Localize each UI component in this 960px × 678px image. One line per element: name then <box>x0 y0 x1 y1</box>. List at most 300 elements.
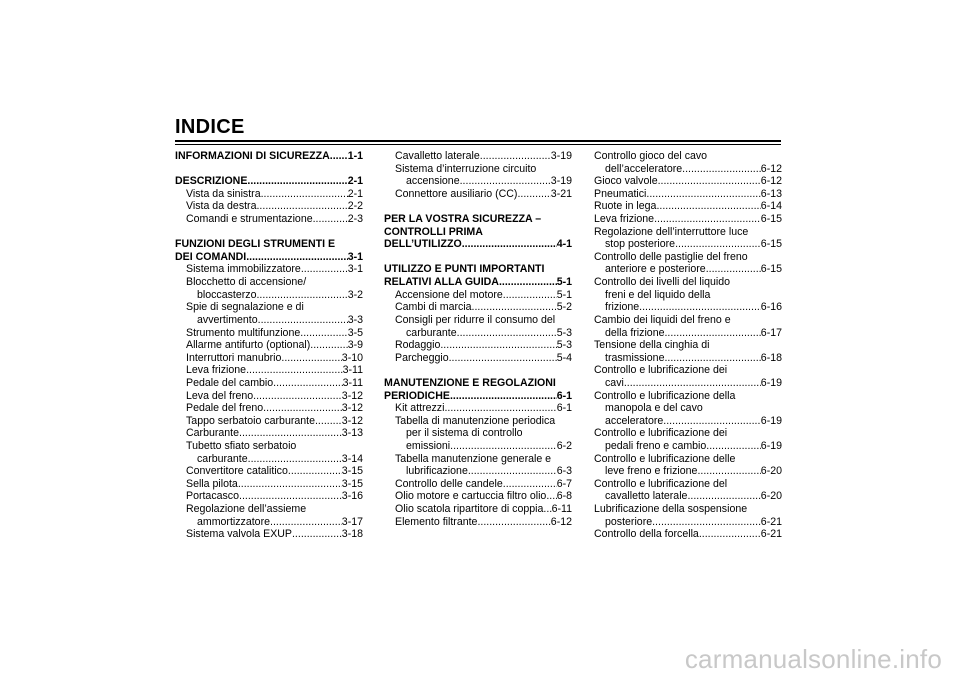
toc-dot-leader <box>682 163 761 176</box>
toc-entry-title: Consigli per ridurre il consumo del <box>395 313 556 326</box>
toc-entry-title: Comandi e strumentazione <box>186 213 313 226</box>
toc-entry-title: Tabella manutenzione generale e <box>395 452 552 465</box>
toc-entry-title: avvertimento <box>197 313 258 326</box>
toc-entry <box>175 327 363 340</box>
toc-page-number: 3-17 <box>341 515 363 528</box>
toc-entry-title: Olio motore e cartuccia filtro olio <box>395 490 547 503</box>
toc-page-number: 5-1 <box>556 288 572 301</box>
toc-entry <box>594 427 782 440</box>
toc-dot-leader <box>248 453 342 466</box>
toc-entry-title: Regolazione dell’assieme <box>186 503 307 516</box>
toc-entry-title: Pedale del freno <box>186 402 264 415</box>
toc-page-number: 3-2 <box>347 288 363 301</box>
toc-page-number: 3-19 <box>550 150 572 162</box>
toc-entry-title: Strumento multifunzione <box>186 326 301 339</box>
toc-entry-title: Vista da sinistra <box>186 187 261 200</box>
toc-entry-title: Allarme antifurto (optional) <box>186 339 311 352</box>
toc-page-number: 2-3 <box>347 213 363 226</box>
toc-entry <box>175 188 363 201</box>
toc-entry-title: Sella pilota <box>186 477 238 490</box>
toc-spacer <box>175 163 363 176</box>
toc-page-number: 6-20 <box>760 465 782 478</box>
toc-page-number: 6-12 <box>760 162 782 175</box>
toc-entry-title: Lubrificazione della sospensione <box>594 503 748 516</box>
toc-entry-title: freni e del liquido della <box>605 288 711 301</box>
toc-dot-leader <box>288 465 342 478</box>
toc-entry-title: Olio scatola ripartitore di coppia <box>395 503 544 516</box>
toc-page-number: 6-19 <box>760 376 782 389</box>
toc-dot-leader <box>546 490 556 503</box>
toc-dot-leader <box>301 263 348 276</box>
toc-entry-title: Blocchetto di accensione/ <box>186 276 307 289</box>
toc-dot-leader <box>239 490 342 503</box>
toc-entry <box>175 263 363 276</box>
toc-entry-title: Controllo e lubrificazione delle <box>594 452 736 465</box>
toc-entry-title: Controllo delle pastiglie del freno <box>594 250 748 263</box>
title-rule <box>175 140 781 142</box>
toc-entry <box>594 377 782 390</box>
toc-page-number: 5-4 <box>556 351 572 364</box>
toc-entry-title: Controllo gioco del cavo <box>594 150 708 162</box>
toc-entry <box>175 213 363 226</box>
toc-entry <box>594 465 782 478</box>
toc-dot-leader <box>258 314 348 327</box>
toc-entry-title: trasmissione <box>605 351 665 364</box>
toc-entry-title: Cambio dei liquidi del freno e <box>594 313 731 326</box>
toc-entry <box>175 465 363 478</box>
toc-spacer <box>384 364 572 377</box>
toc-entry-title: Controllo delle candele <box>395 477 503 490</box>
toc-page-number: 3-21 <box>550 187 572 200</box>
toc-entry-title: Cavalletto laterale <box>395 150 480 162</box>
toc-page-number: 3-5 <box>347 326 363 339</box>
toc-dot-leader <box>468 465 557 478</box>
toc-dot-leader <box>687 490 760 503</box>
toc-section-heading <box>175 238 363 251</box>
toc-entry <box>175 289 363 302</box>
toc-entry-title: Regolazione dell’interruttore luce <box>594 225 749 238</box>
toc-entry-title: pedali freno e cambio <box>605 440 707 453</box>
toc-entry-title: Controllo e lubrificazione dei <box>594 364 728 377</box>
toc-entry-title: Controllo e lubrificazione dei <box>594 427 728 440</box>
toc-entry <box>384 440 572 453</box>
toc-dot-leader <box>639 301 761 314</box>
toc-entry <box>594 415 782 428</box>
toc-entry-title: UTILIZZO E PUNTI IMPORTANTI <box>384 263 545 276</box>
toc-entry <box>384 490 572 503</box>
toc-entry-title: carburante <box>406 326 457 339</box>
toc-page-number: 5-3 <box>556 326 572 339</box>
toc-entry-title: Parcheggio <box>395 351 449 364</box>
toc-entry-title: Connettore ausiliario (CC) <box>395 187 518 200</box>
toc-page-number: 6-21 <box>760 528 782 541</box>
toc-entry <box>594 163 782 176</box>
toc-page-number: 2-2 <box>347 200 363 213</box>
toc-entry-title: anteriore e posteriore <box>605 263 706 276</box>
toc-entry <box>175 415 363 428</box>
toc-dot-leader <box>256 289 347 302</box>
toc-page-number: 3-9 <box>347 339 363 352</box>
toc-entry-title: leve freno e frizione <box>605 465 698 478</box>
toc-entry <box>384 175 572 188</box>
toc-entry-title: DELL’UTILIZZO <box>384 238 462 251</box>
toc-dot-leader <box>457 327 557 340</box>
toc-section-heading <box>384 263 572 276</box>
toc-dot-leader <box>675 238 761 251</box>
toc-section-heading <box>175 251 363 264</box>
toc-page-number: 6-1 <box>556 389 572 402</box>
toc-entry <box>594 276 782 289</box>
toc-entry-title: Gioco valvole <box>594 175 658 188</box>
toc-entry <box>384 352 572 365</box>
toc-entry-title: frizione <box>605 301 640 314</box>
toc-dot-leader <box>663 415 761 428</box>
toc-spacer <box>384 251 572 264</box>
toc-page-number: 6-3 <box>556 465 572 478</box>
toc-entry-title: bloccasterzo <box>197 288 257 301</box>
toc-page-number: 6-8 <box>556 490 572 503</box>
toc-entry <box>594 175 782 188</box>
toc-dot-leader <box>624 377 761 390</box>
toc-entry-title: Spie di segnalazione e di <box>186 301 304 314</box>
toc-entry <box>384 314 572 327</box>
toc-entry <box>384 301 572 314</box>
toc-page-number: 6-21 <box>760 515 782 528</box>
toc-entry-title: emissioni <box>406 440 451 453</box>
toc-entry-title: acceleratore <box>605 414 664 427</box>
toc-entry-title: PER LA VOSTRA SICUREZZA – <box>384 213 542 226</box>
toc-page-number: 3-1 <box>347 263 363 276</box>
toc-dot-leader <box>300 327 347 340</box>
toc-entry <box>384 465 572 478</box>
toc-dot-leader <box>654 213 761 226</box>
toc-entry <box>594 314 782 327</box>
toc-entry <box>594 263 782 276</box>
toc-dot-leader <box>246 251 347 264</box>
toc-dot-leader <box>503 289 557 302</box>
toc-dot-leader <box>292 528 342 541</box>
toc-entry <box>594 188 782 201</box>
toc-entry <box>594 200 782 213</box>
toc-entry-title: Rodaggio <box>395 339 441 352</box>
toc-entry <box>594 352 782 365</box>
toc-dot-leader <box>477 516 550 529</box>
toc-entry <box>175 301 363 314</box>
toc-entry-title: Controllo della forcella <box>594 528 699 541</box>
toc-page-number: 3-14 <box>341 452 363 465</box>
toc-dot-leader <box>697 465 760 478</box>
toc-entry <box>594 289 782 302</box>
toc-page-number: 6-15 <box>760 238 782 251</box>
toc-entry-title: Vista da destra <box>186 200 257 213</box>
toc-entry-title: CONTROLLI PRIMA <box>384 225 483 238</box>
toc-page-number: 3-10 <box>341 351 363 364</box>
toc-entry <box>594 503 782 516</box>
toc-page-number: 6-19 <box>760 414 782 427</box>
toc-entry <box>594 490 782 503</box>
toc-page-number: 6-2 <box>556 440 572 453</box>
toc-entry <box>175 200 363 213</box>
toc-entry-title: Pedale del cambio <box>186 376 274 389</box>
toc-dot-leader <box>270 516 342 529</box>
toc-entry-title: Cambi di marcia <box>395 301 472 314</box>
toc-entry-title: Tubetto sfiato serbatoio <box>186 440 297 453</box>
toc-dot-leader <box>699 528 761 541</box>
toc-spacer <box>384 200 572 213</box>
toc-entry <box>175 390 363 403</box>
toc-entry-title: carburante <box>197 452 248 465</box>
toc-entry <box>384 289 572 302</box>
toc-entry-title: ammortizzatore <box>197 515 270 528</box>
toc-entry <box>384 478 572 491</box>
toc-page-number: 3-15 <box>341 465 363 478</box>
toc-entry-title: della frizione <box>605 326 665 339</box>
toc-entry-title: Tensione della cinghia di <box>594 339 710 352</box>
toc-entry <box>175 402 363 415</box>
toc-entry-title: cavi <box>605 376 624 389</box>
toc-entry-title: Pneumatici <box>594 187 647 200</box>
toc-entry <box>175 453 363 466</box>
toc-dot-leader <box>460 175 551 188</box>
toc-section-heading <box>384 276 572 289</box>
toc-section-heading <box>384 390 572 403</box>
toc-entry-title: Controllo e lubrificazione della <box>594 389 736 402</box>
toc-page-number: 3-18 <box>341 528 363 541</box>
toc-entry-title: Elemento filtrante <box>395 515 478 528</box>
toc-entry-title: Portacasco <box>186 490 239 503</box>
toc-entry-title: cavalletto laterale <box>605 490 688 503</box>
toc-dot-leader <box>239 427 342 440</box>
toc-entry-title: Controllo dei livelli del liquido <box>594 276 731 289</box>
toc-page-number: 3-12 <box>341 414 363 427</box>
toc-entry-title: Sistema d’interruzione circuito <box>395 162 537 175</box>
toc-dot-leader <box>246 364 343 377</box>
toc-page-number: 3-12 <box>341 402 363 415</box>
toc-entry-title: accensione <box>406 175 460 188</box>
toc-entry <box>594 251 782 264</box>
toc-entry-title: per il sistema di controllo <box>406 427 523 440</box>
toc-section-heading <box>175 175 363 188</box>
toc-dot-leader <box>646 188 760 201</box>
toc-entry-title: DESCRIZIONE <box>175 175 248 188</box>
toc-entry-title: Ruote in lega <box>594 200 657 213</box>
toc-dot-leader <box>706 263 761 276</box>
toc-page-number: 3-16 <box>341 490 363 503</box>
toc-entry <box>594 478 782 491</box>
toc-dot-leader <box>450 440 557 453</box>
toc-entry-title: RELATIVI ALLA GUIDA <box>384 276 499 289</box>
toc-dot-leader <box>310 339 347 352</box>
toc-section-heading <box>384 377 572 390</box>
toc-page-number: 6-12 <box>760 175 782 188</box>
toc-entry <box>594 327 782 340</box>
toc-page-number: 6-13 <box>760 187 782 200</box>
toc-entry <box>384 503 572 516</box>
toc-entry <box>384 427 572 440</box>
toc-dot-leader <box>273 377 342 390</box>
toc-entry <box>384 150 572 163</box>
toc-entry-title: posteriore <box>605 515 653 528</box>
toc-entry <box>384 453 572 466</box>
toc-entry <box>384 163 572 176</box>
toc-page-number: 1-1 <box>347 150 363 162</box>
toc-dot-leader <box>656 200 760 213</box>
toc-entry <box>594 238 782 251</box>
toc-page-number: 6-20 <box>760 490 782 503</box>
toc-dot-leader <box>517 188 550 201</box>
toc-page-number: 6-19 <box>760 440 782 453</box>
toc-entry <box>594 402 782 415</box>
toc-dot-leader <box>247 175 347 188</box>
toc-entry-title: Kit attrezzi <box>395 402 445 415</box>
toc-entry <box>594 301 782 314</box>
toc-entry <box>594 339 782 352</box>
toc-page-number: 3-11 <box>342 364 363 377</box>
toc-section-heading <box>384 238 572 251</box>
toc-dot-leader <box>315 415 342 428</box>
toc-spacer <box>175 226 363 239</box>
toc-entry-title: MANUTENZIONE E REGOLAZIONI <box>384 376 556 389</box>
toc-dot-leader <box>261 188 348 201</box>
toc-page-number: 3-19 <box>550 175 572 188</box>
toc-entry-title: INFORMAZIONI DI SICUREZZA <box>175 150 330 162</box>
toc-dot-leader <box>440 339 556 352</box>
toc-entry <box>594 528 782 541</box>
toc-entry-title: stop posteriore <box>605 238 676 251</box>
toc-page-number: 6-7 <box>556 477 572 490</box>
toc-entry-title: Leva del freno <box>186 389 254 402</box>
toc-dot-leader <box>472 301 557 314</box>
toc-entry-title: manopola e del cavo <box>605 402 703 415</box>
toc-dot-leader <box>462 238 557 251</box>
toc-column-3 <box>594 150 782 541</box>
toc-page-number: 5-3 <box>556 339 572 352</box>
toc-entry <box>175 377 363 390</box>
toc-page-number: 6-18 <box>760 351 782 364</box>
toc-entry <box>384 188 572 201</box>
toc-page-number: 3-11 <box>342 376 363 389</box>
toc-page-number: 6-15 <box>760 263 782 276</box>
toc-dot-leader <box>444 402 556 415</box>
toc-section-heading <box>384 213 572 226</box>
toc-entry <box>175 427 363 440</box>
toc-page-number: 3-15 <box>341 477 363 490</box>
toc-entry <box>594 453 782 466</box>
toc-column-2 <box>384 150 572 528</box>
toc-page-number: 3-12 <box>341 389 363 402</box>
toc-entry <box>384 516 572 529</box>
toc-entry-title: Leva frizione <box>594 213 655 226</box>
toc-dot-leader <box>664 327 760 340</box>
toc-dot-leader <box>256 200 347 213</box>
toc-entry-title: Accensione del motore <box>395 288 503 301</box>
toc-page-number: 5-2 <box>556 301 572 314</box>
toc-entry-title: Leva frizione <box>186 364 247 377</box>
toc-entry <box>384 339 572 352</box>
toc-entry <box>175 364 363 377</box>
toc-dot-leader <box>652 516 761 529</box>
toc-entry <box>384 402 572 415</box>
toc-page-number: 2-1 <box>347 175 363 188</box>
toc-page-number: 6-12 <box>550 515 572 528</box>
toc-entry <box>175 528 363 541</box>
toc-dot-leader <box>330 150 348 163</box>
toc-entry-title: Carburante <box>186 427 239 440</box>
page-title: INDICE <box>175 116 245 138</box>
toc-dot-leader <box>281 352 341 365</box>
toc-dot-leader <box>664 352 760 365</box>
toc-entry <box>384 327 572 340</box>
toc-entry-title: Convertitore catalitico <box>186 465 288 478</box>
toc-page-number: 4-1 <box>556 238 572 251</box>
toc-page-number: 3-1 <box>347 250 363 263</box>
toc-entry <box>594 364 782 377</box>
toc-dot-leader <box>543 503 551 516</box>
toc-entry <box>594 150 782 163</box>
toc-section-heading <box>384 226 572 239</box>
toc-entry <box>175 314 363 327</box>
toc-entry <box>175 516 363 529</box>
toc-dot-leader <box>499 276 557 289</box>
toc-entry <box>175 503 363 516</box>
toc-dot-leader <box>449 352 557 365</box>
toc-entry-title: PERIODICHE <box>384 389 450 402</box>
toc-dot-leader <box>706 440 761 453</box>
toc-entry <box>594 390 782 403</box>
toc-entry <box>175 276 363 289</box>
toc-page-number: 5-1 <box>556 276 572 289</box>
toc-page-number: 3-3 <box>347 313 363 326</box>
toc-entry <box>594 440 782 453</box>
toc-entry <box>594 226 782 239</box>
toc-dot-leader <box>480 150 551 163</box>
toc-entry-title: Controllo e lubrificazione del <box>594 477 728 490</box>
toc-entry-title: Sistema immobilizzatore <box>186 263 301 276</box>
toc-entry <box>384 415 572 428</box>
toc-entry-title: Sistema valvola EXUP <box>186 528 292 541</box>
toc-entry <box>175 339 363 352</box>
toc-entry <box>175 490 363 503</box>
toc-dot-leader <box>450 390 557 403</box>
watermark-text: carmanualsonline.info <box>684 644 942 674</box>
toc-entry-title: DEI COMANDI <box>175 250 247 263</box>
toc-page-number: 3-13 <box>341 427 363 440</box>
toc-dot-leader <box>313 213 348 226</box>
toc-entry-title: Tabella di manutenzione periodica <box>395 414 556 427</box>
toc-page-number: 6-11 <box>551 503 572 516</box>
toc-column-1 <box>175 150 363 541</box>
toc-dot-leader <box>253 390 342 403</box>
toc-section-heading <box>175 150 363 163</box>
toc-page-number: 6-15 <box>760 213 782 226</box>
toc-entry <box>175 352 363 365</box>
toc-entry-title: lubrificazione <box>406 465 468 478</box>
toc-page-number: 6-16 <box>760 301 782 314</box>
toc-entry <box>175 440 363 453</box>
toc-dot-leader <box>263 402 342 415</box>
toc-entry-title: dell’acceleratore <box>605 162 683 175</box>
toc-entry <box>594 516 782 529</box>
toc-page-number: 6-17 <box>760 326 782 339</box>
toc-dot-leader <box>238 478 342 491</box>
toc-entry <box>594 213 782 226</box>
toc-entry-title: Tappo serbatoio carburante <box>186 414 315 427</box>
toc-page-number: 6-14 <box>760 200 782 213</box>
toc-page-number: 2-1 <box>347 187 363 200</box>
toc-entry-title: FUNZIONI DEGLI STRUMENTI E <box>175 238 336 251</box>
toc-dot-leader <box>658 175 761 188</box>
toc-dot-leader <box>503 478 557 491</box>
